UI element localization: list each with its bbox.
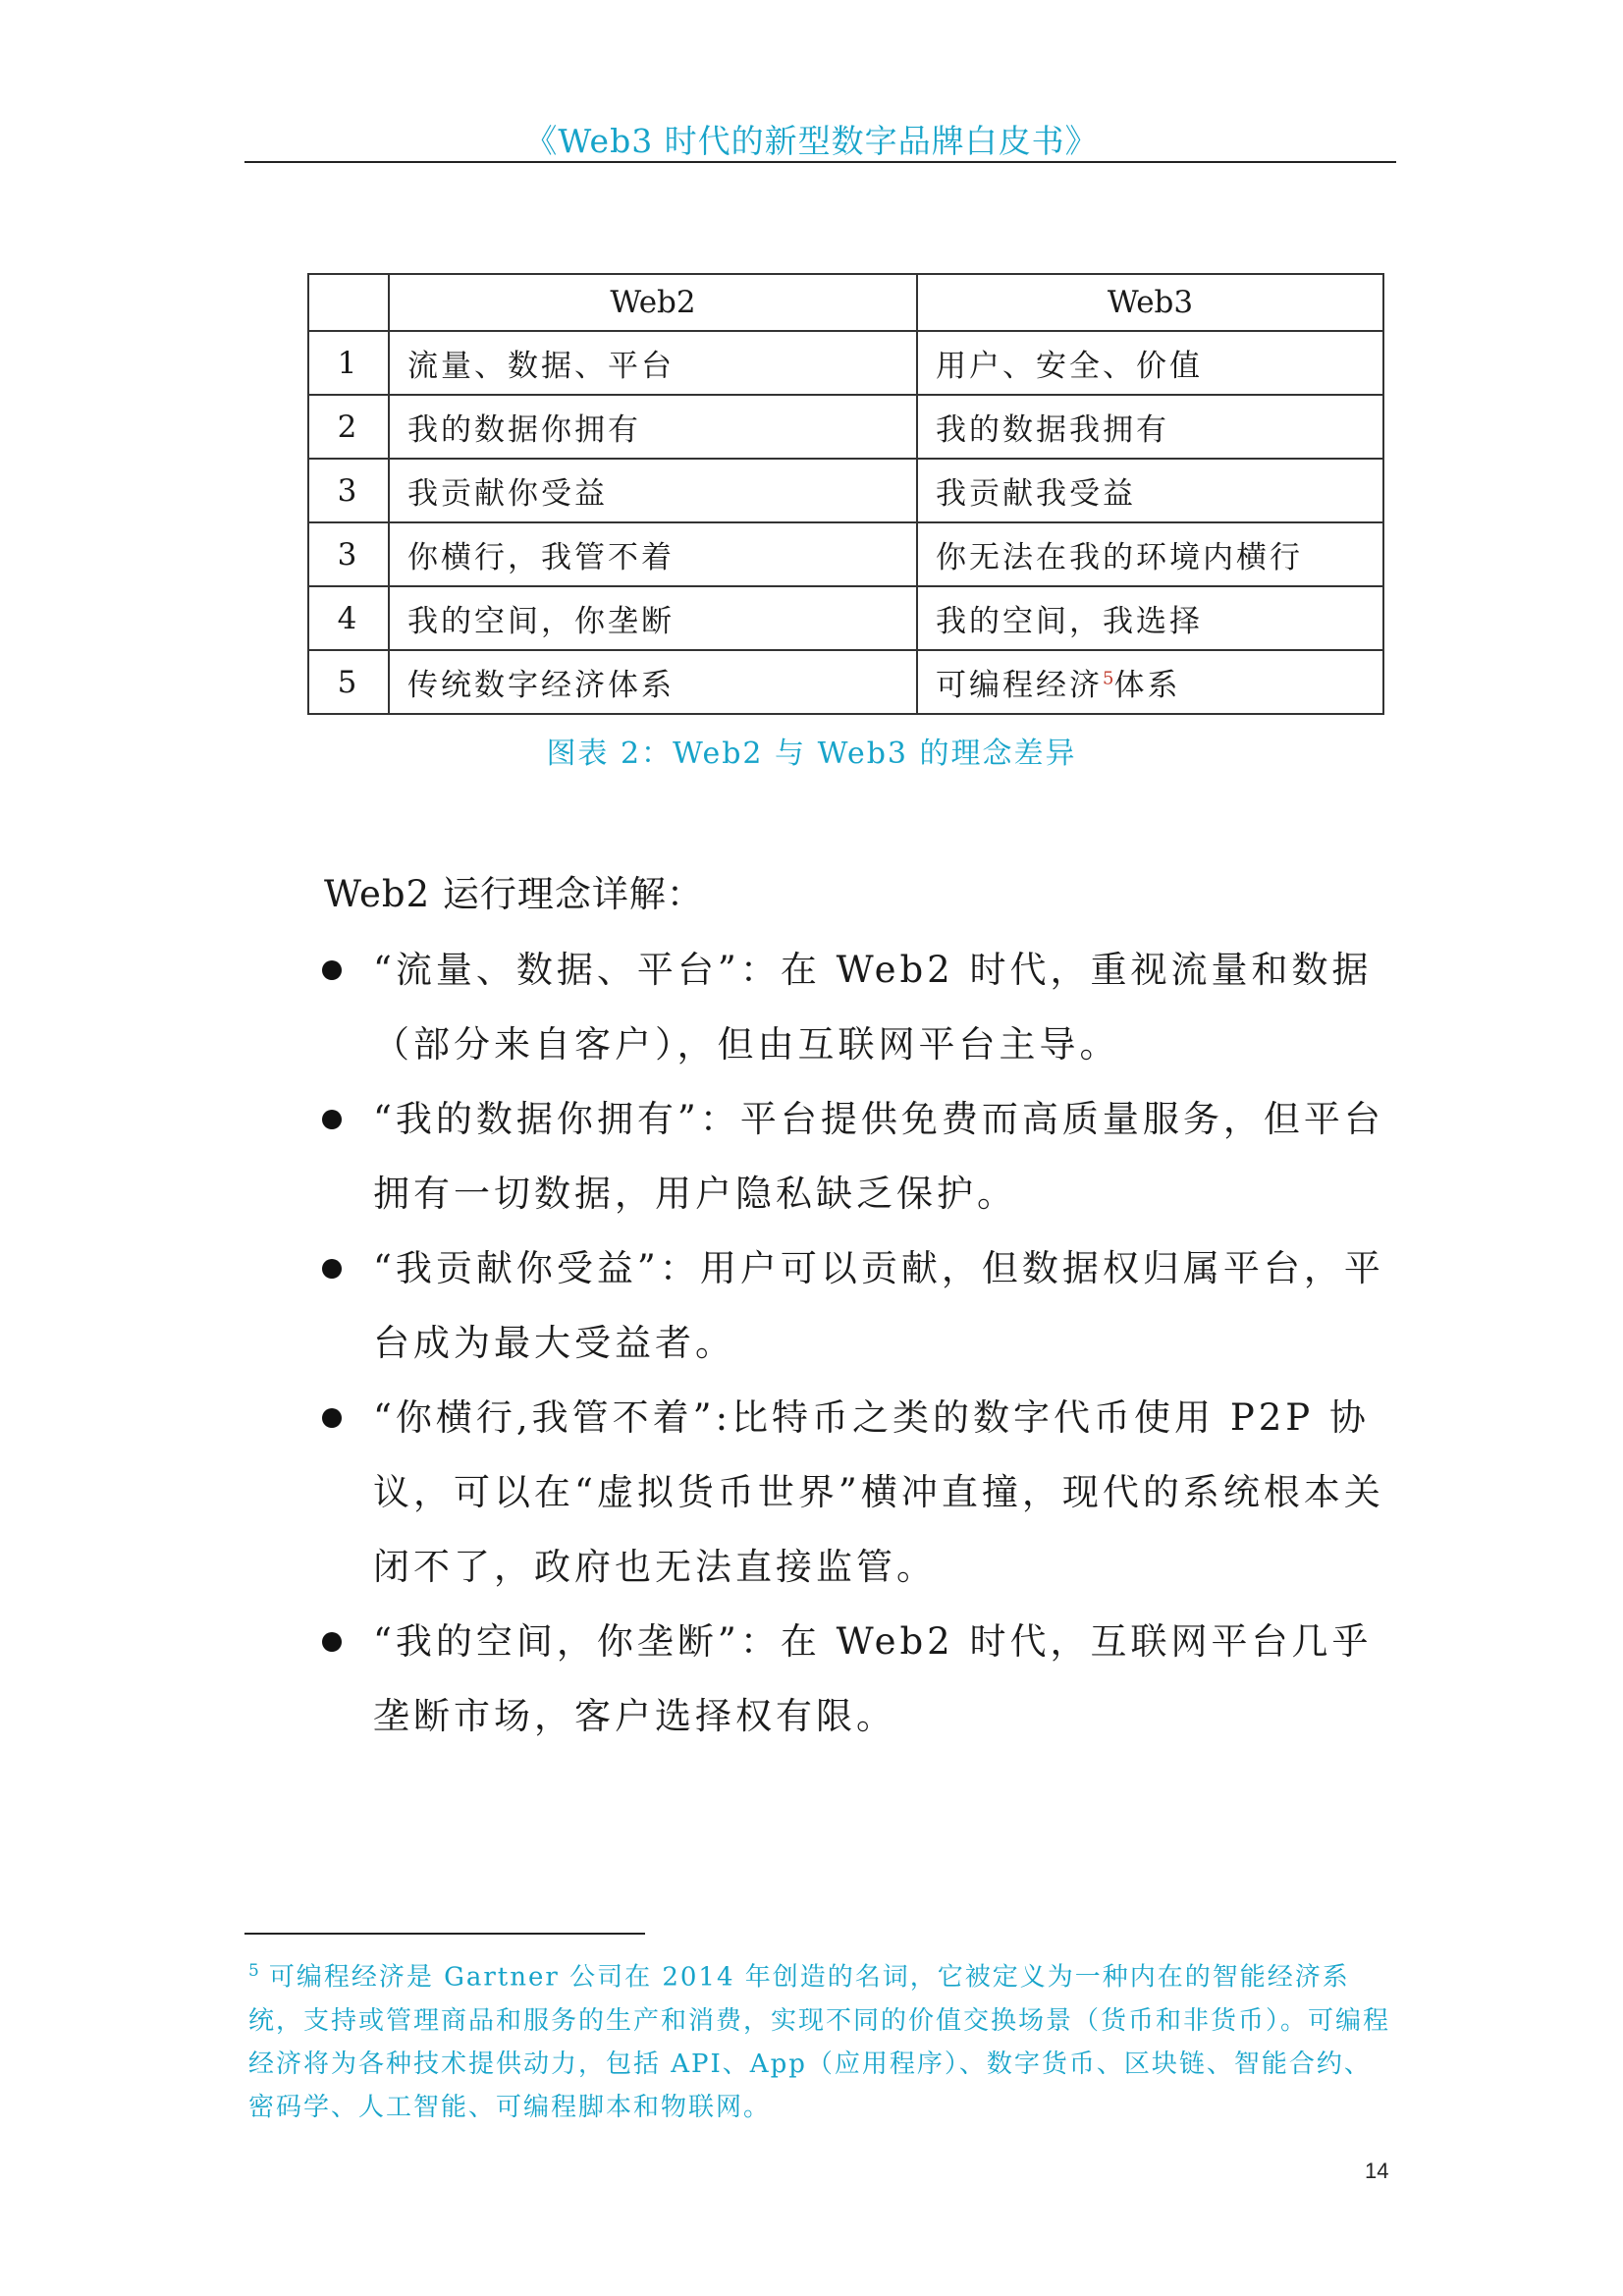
list-item [314, 1605, 1394, 1754]
list-item [314, 933, 1394, 1082]
bullet-text: “你横行,我管不着”:比特币之类的数字代币使用 P2P 协议，可以在“虚拟货币世界”横冲直撞，现代的系统根本关闭不了，政府也无法直接监管。 [373, 1396, 1384, 1588]
table-row [308, 395, 1383, 459]
row-web3: 用户、安全、价值 [917, 331, 1383, 395]
bullet-text: “我贡献你受益”：用户可以贡献，但数据权归属平台，平台成为最大受益者。 [373, 1247, 1384, 1364]
page-number: 14 [1365, 2159, 1389, 2183]
row-web3: 你无法在我的环境内横行 [917, 522, 1383, 586]
table-header-index [308, 274, 389, 331]
list-item [314, 1082, 1394, 1231]
row-web2: 流量、数据、平台 [389, 331, 917, 395]
row-web3-text-end: 体系 [1113, 668, 1181, 703]
row-web2: 传统数字经济体系 [389, 650, 917, 714]
list-item [314, 1381, 1394, 1605]
bullet-icon [322, 1110, 342, 1129]
footnote [248, 1949, 1397, 2129]
header-rule [244, 161, 1396, 163]
list-item [314, 1231, 1394, 1381]
row-web3-text: 可编程经济 [936, 668, 1103, 703]
bullet-text: “流量、数据、平台”：在 Web2 时代，重视流量和数据（部分来自客户），但由互联网平台主导。 [373, 949, 1373, 1066]
running-header: 《Web3 时代的新型数字品牌白皮书》 [524, 122, 1099, 160]
bullet-icon [322, 960, 342, 980]
table-header-row [308, 274, 1383, 331]
row-web3: 我贡献我受益 [917, 459, 1383, 522]
row-web2: 我的数据你拥有 [389, 395, 917, 459]
footnote-reference[interactable]: 5 [1103, 668, 1114, 689]
bullet-text: “我的空间，你垄断”：在 Web2 时代，互联网平台几乎垄断市场，客户选择权有限。 [373, 1620, 1373, 1737]
table-caption: 图表 2：Web2 与 Web3 的理念差异 [546, 737, 1077, 771]
bullet-icon [322, 1259, 342, 1279]
row-index: 3 [308, 522, 389, 586]
row-index: 5 [308, 650, 389, 714]
table-row [308, 459, 1383, 522]
row-index: 4 [308, 586, 389, 650]
row-index: 3 [308, 459, 389, 522]
bullet-icon [322, 1632, 342, 1652]
bullet-list [314, 933, 1394, 1754]
table-row [308, 522, 1383, 586]
bullet-icon [322, 1408, 342, 1428]
comparison-table [307, 273, 1384, 715]
row-web2: 我的空间，你垄断 [389, 586, 917, 650]
section-title: Web2 运行理念详解： [324, 873, 704, 915]
table-row [308, 331, 1383, 395]
row-index: 1 [308, 331, 389, 395]
bullet-text: “我的数据你拥有”：平台提供免费而高质量服务，但平台拥有一切数据，用户隐私缺乏保护。 [373, 1098, 1384, 1215]
table-header-web2: Web2 [389, 274, 917, 331]
row-web2: 我贡献你受益 [389, 459, 917, 522]
row-web3: 我的空间，我选择 [917, 586, 1383, 650]
row-web3: 我的数据我拥有 [917, 395, 1383, 459]
table-row [308, 650, 1383, 714]
table-header-web3: Web3 [917, 274, 1383, 331]
row-web2: 你横行，我管不着 [389, 522, 917, 586]
footnote-text: 可编程经济是 Gartner 公司在 2014 年创造的名词，它被定义为一种内在的智能经济系统，支持或管理商品和服务的生产和消费，实现不同的价值交换场景（货币和非货币）。可编程经济将为各种技术提供动力，包括 API、App（应用程序）、数字货币、区块链、智能合约、密码学、人工智能、可编程脚本和物联网。 [248, 1962, 1391, 2122]
row-web3 [917, 650, 1383, 714]
footnote-number: 5 [248, 1961, 261, 1981]
row-index: 2 [308, 395, 389, 459]
footnote-rule [244, 1933, 645, 1935]
table-row [308, 586, 1383, 650]
